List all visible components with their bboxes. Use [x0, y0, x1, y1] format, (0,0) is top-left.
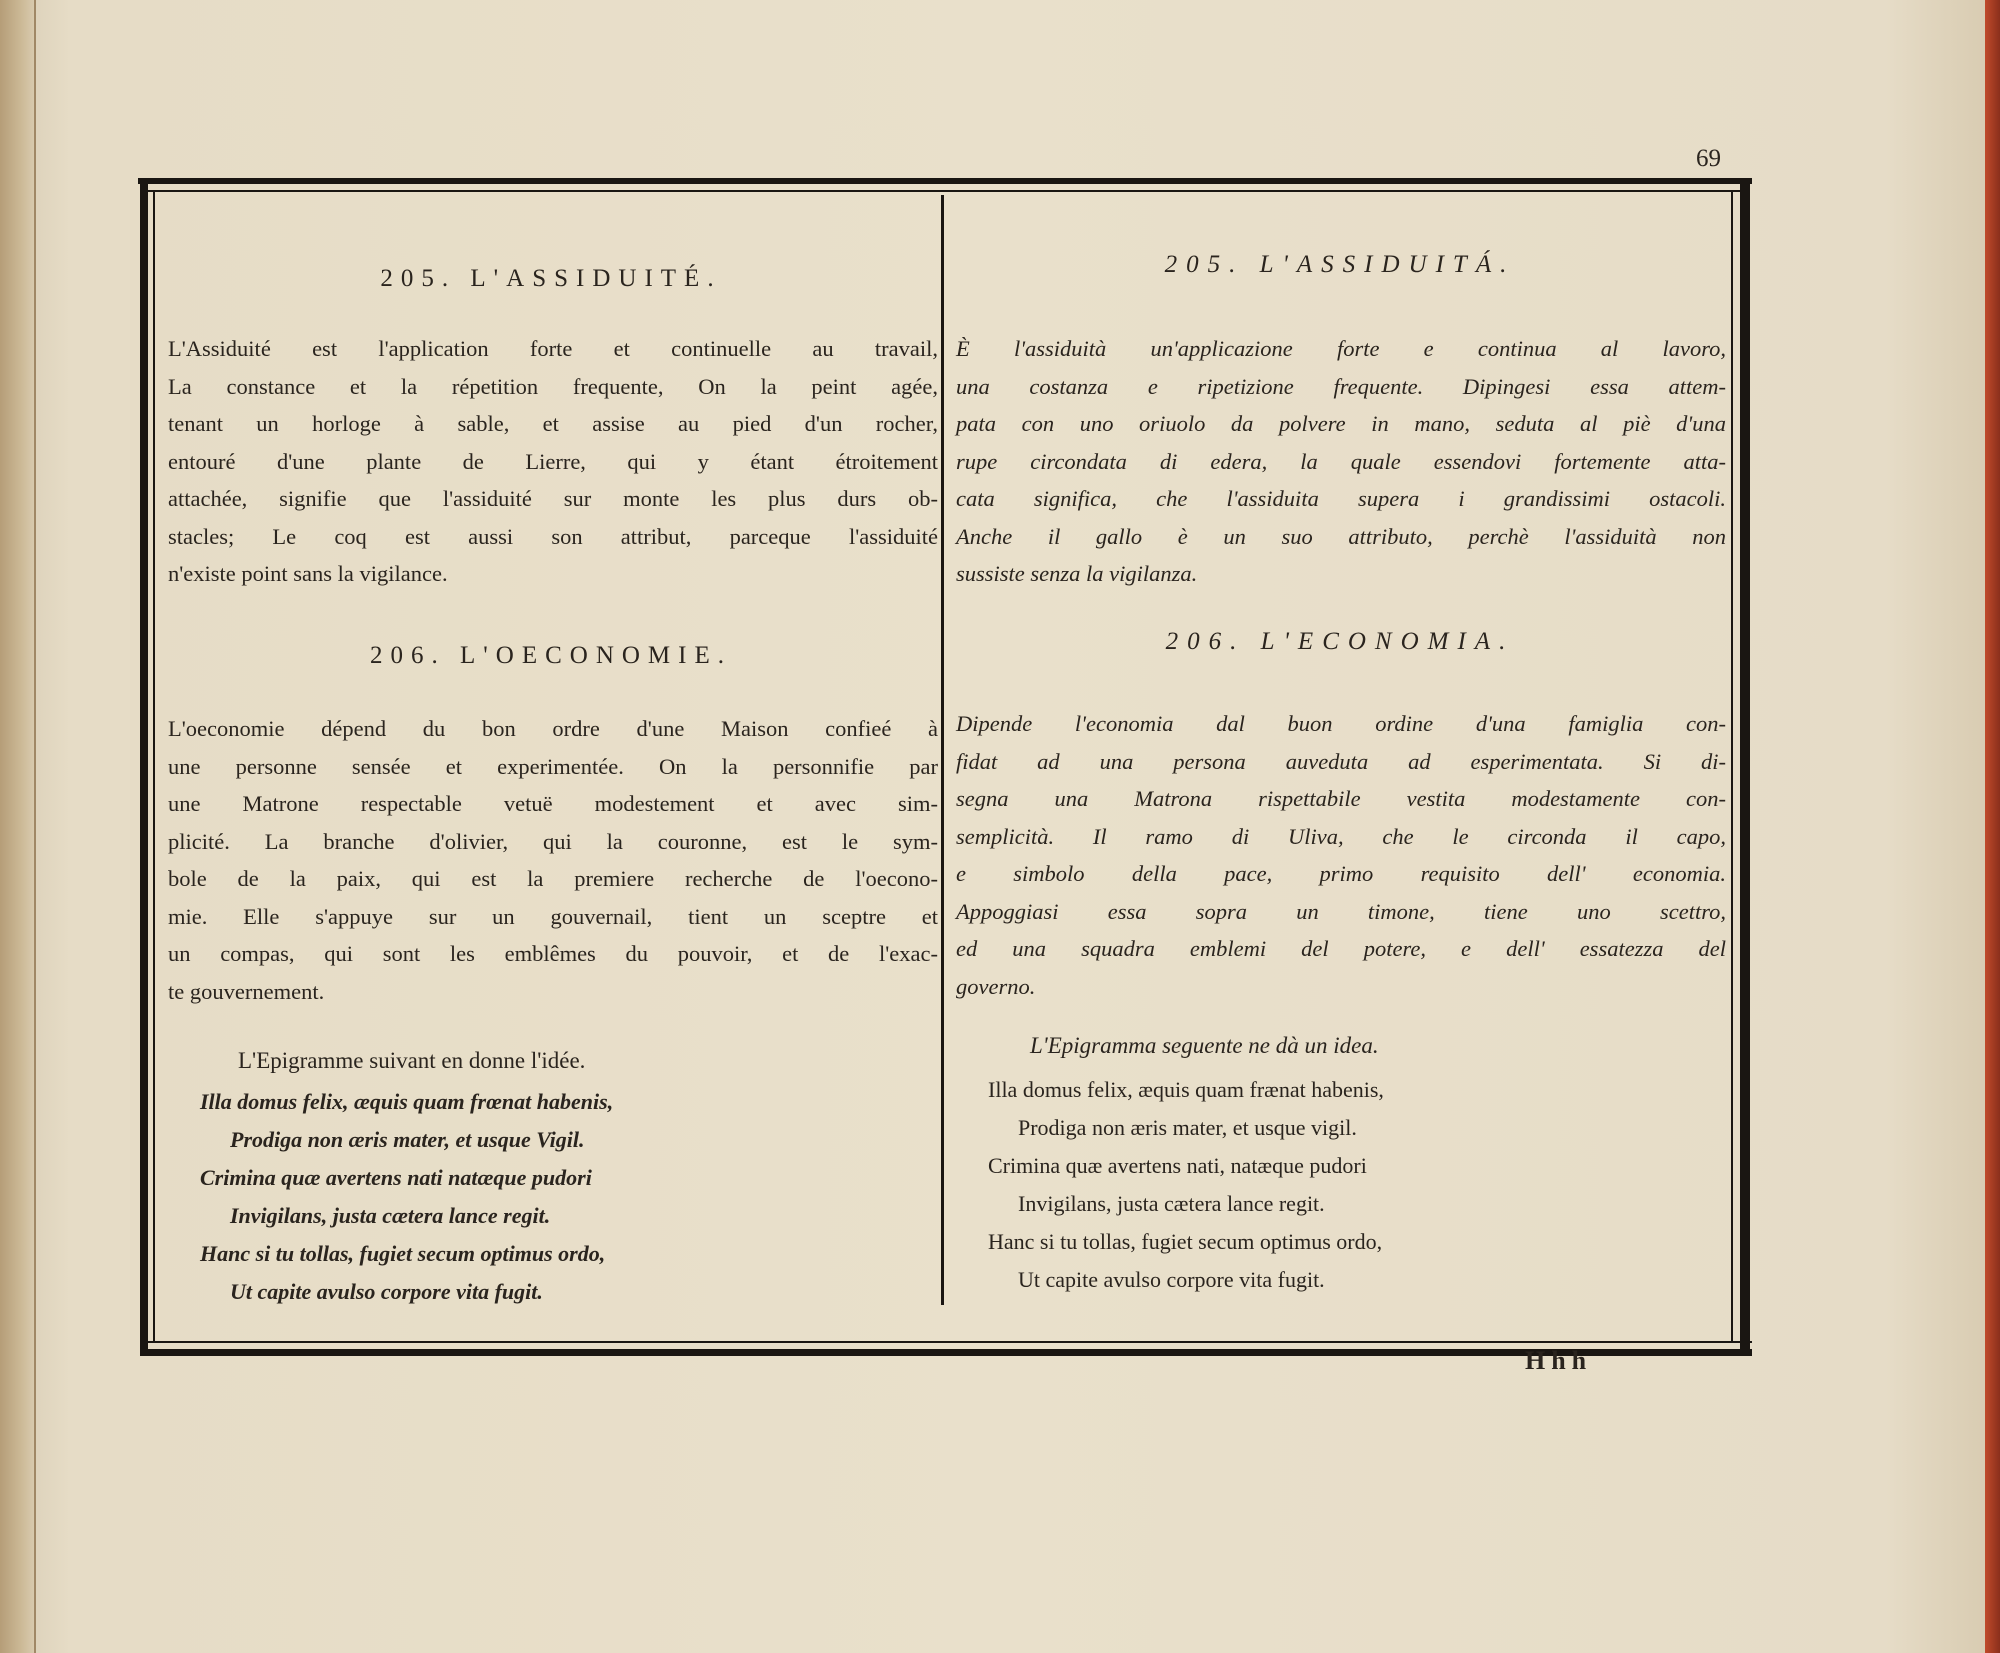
text-line: È l'assiduità un'applicazione forte e continua al lavoro,	[956, 336, 1726, 361]
text-line: cata significa, che l'assiduita supera i grandissimi ostacoli.	[956, 486, 1726, 511]
text-line: attachée, signifie que l'assiduité sur monte les plus durs ob-	[168, 486, 938, 511]
epigram-intro-it: L'Epigramma seguente ne dà un idea.	[1030, 1033, 1379, 1058]
epigram-fr	[200, 1083, 613, 1311]
page-number: 69	[1696, 145, 1721, 172]
verse-line: Illa domus felix, æquis quam frænat habenis,	[988, 1077, 1384, 1102]
text-line: pata con uno oriuolo da polvere in mano, seduta al piè d'una	[956, 411, 1726, 436]
epigram-intro-fr: L'Epigramme suivant en donne l'idée.	[238, 1048, 586, 1073]
signature-mark: Hhh	[1525, 1346, 1593, 1375]
text-line: tenant un horloge à sable, et assise au pied d'un rocher,	[168, 411, 938, 436]
verse-line: Invigilans, justa cætera lance regit.	[230, 1203, 551, 1228]
text-line: un compas, qui sont les emblêmes du pouvoir, et de l'exac-	[168, 941, 938, 966]
paragraph-economia-it	[956, 705, 1726, 1005]
text-line: stacles; Le coq est aussi son attribut, parceque l'assiduité	[168, 523, 938, 549]
text-line: n'existe point sans la vigilance.	[168, 561, 448, 586]
text-line: L'Assiduité est l'application forte et continuelle au travail,	[168, 336, 938, 361]
text-line: fidat ad una persona auveduta ad esperimentata. Si di-	[956, 748, 1726, 774]
section-heading-206-it: 206. L'ECONOMIA.	[1165, 628, 1515, 655]
text-line: governo.	[956, 973, 1036, 999]
text-line: bole de la paix, qui est la premiere recherche de l'oecono-	[168, 866, 938, 891]
verse-line: Crimina quæ avertens nati, natæque pudori	[988, 1153, 1367, 1178]
frame-border-right	[1740, 178, 1750, 1354]
paragraph-assiduite-fr	[168, 330, 938, 593]
text-line: Dipende l'economia dal buon ordine d'una famiglia con-	[956, 711, 1726, 736]
frame-border-left	[140, 182, 148, 1352]
paragraph-assiduita-it	[956, 330, 1726, 593]
verse-line: Crimina quæ avertens nati natæque pudori	[200, 1165, 592, 1190]
text-line: mie. Elle s'appuye sur un gouvernail, tient un sceptre et	[168, 903, 938, 929]
verse-line: Prodiga non æris mater, et usque Vigil.	[230, 1127, 585, 1152]
verse-line: Hanc si tu tollas, fugiet secum optimus ordo,	[200, 1241, 606, 1266]
verse-line: Illa domus felix, æquis quam frœnat habenis,	[200, 1089, 614, 1114]
frame-border-top-inner	[140, 190, 1750, 192]
epigram-it	[988, 1071, 1384, 1299]
text-line: semplicità. Il ramo di Uliva, che le circonda il capo,	[956, 823, 1726, 849]
column-divider	[941, 195, 944, 1305]
text-line: une Matrone respectable vetuë modestement et avec sim-	[168, 791, 938, 816]
frame-border-bottom	[140, 1349, 1752, 1356]
text-line: La constance et la répetition frequente, On la peint agée,	[168, 373, 938, 399]
frame-border-bottom-inner	[140, 1341, 1752, 1343]
verse-line: Ut capite avulso corpore vita fugit.	[230, 1279, 543, 1304]
verse-line: Prodiga non æris mater, et usque vigil.	[1018, 1115, 1357, 1140]
text-line: sussiste senza la vigilanza.	[956, 561, 1198, 586]
text-line: une personne sensée et experimentée. On la personnifie par	[168, 753, 938, 779]
text-line: e simbolo della pace, primo requisito dell' economia.	[956, 861, 1726, 886]
frame-border-right-inner	[1731, 192, 1733, 1342]
text-line: Appoggiasi essa sopra un timone, tiene uno scettro,	[956, 898, 1726, 924]
section-heading-205-fr: 205. L'ASSIDUITÉ.	[380, 265, 722, 292]
text-line: L'oeconomie dépend du bon ordre d'une Maison confieé à	[168, 716, 938, 741]
frame-border-top	[138, 178, 1752, 184]
verse-line: Hanc si tu tollas, fugiet secum optimus ordo,	[988, 1229, 1383, 1254]
frame-border-left-inner	[153, 192, 155, 1342]
text-line: una costanza e ripetizione frequente. Dipingesi essa attem-	[956, 373, 1726, 399]
text-line: ed una squadra emblemi del potere, e dell' essatezza del	[956, 936, 1726, 961]
verse-line: Invigilans, justa cætera lance regit.	[1018, 1191, 1325, 1216]
text-line: segna una Matrona rispettabile vestita modestamente con-	[956, 786, 1726, 811]
section-heading-205-it: 205. L'ASSIDUITÁ.	[1164, 251, 1516, 278]
paragraph-oeconomie-fr	[168, 710, 938, 1010]
verse-line: Ut capite avulso corpore vita fugit.	[1018, 1267, 1325, 1292]
book-gutter	[0, 0, 36, 1653]
text-line: Anche il gallo è un suo attributo, perchè l'assiduità non	[956, 523, 1726, 549]
text-line: te gouvernement.	[168, 978, 325, 1004]
text-line: entouré d'une plante de Lierre, qui y étant étroitement	[168, 448, 938, 474]
text-line: rupe circondata di edera, la quale essendovi fortemente atta-	[956, 448, 1726, 474]
page-edge	[1985, 0, 2000, 1653]
text-line: plicité. La branche d'olivier, qui la couronne, est le sym-	[168, 828, 938, 854]
section-heading-206-fr: 206. L'OECONOMIE.	[369, 642, 732, 669]
